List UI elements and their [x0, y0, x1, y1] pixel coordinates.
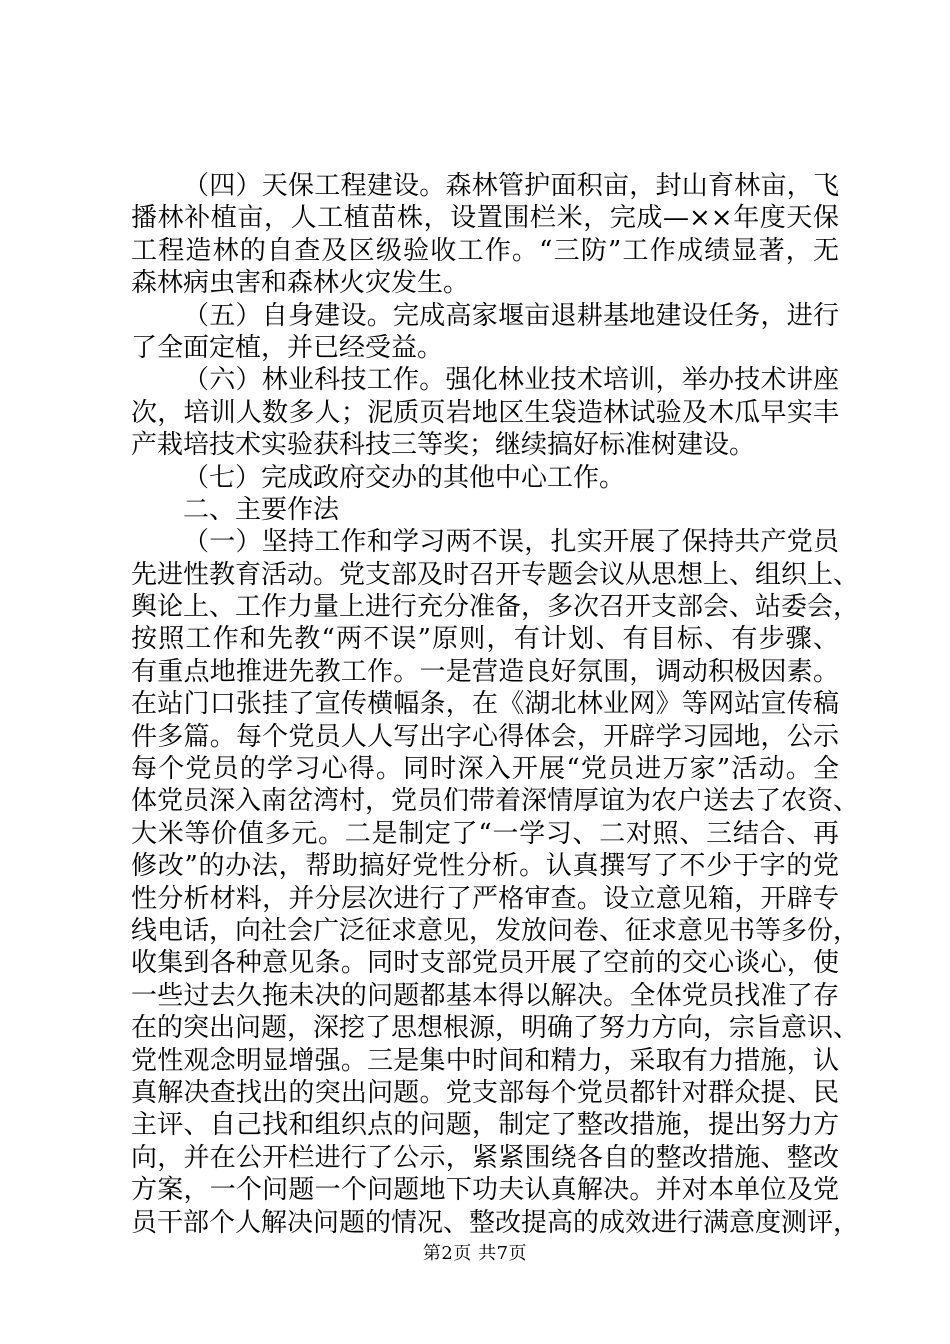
text-line: 件多篇。每个党员人人写出字心得体会，开辟学习园地，公示	[131, 721, 839, 752]
text-line: 方案，一个问题一个问题地下功夫认真解决。并对本单位及党	[131, 1175, 839, 1206]
text-line: （四）天保工程建设。森林管护面积亩，封山育林亩，飞	[183, 171, 839, 201]
text-line: 有重点地推进先教工作。一是营造良好氛围，调动积极因素。	[131, 656, 839, 687]
text-line: 次，培训人数多人；泥质页岩地区生袋造林试验及木瓜早实丰	[131, 397, 839, 428]
text-line: 先进性教育活动。党支部及时召开专题会议从思想上、组织上、	[131, 559, 860, 590]
paragraph	[131, 494, 839, 526]
text-line: 在站门口张挂了宣传横幅条，在《湖北林业网》等网站宣传稿	[131, 689, 839, 720]
text-line: 线电话，向社会广泛征求意见，发放问卷、征求意见书等多份，	[131, 915, 860, 946]
text-line: （七）完成政府交办的其他中心工作。	[183, 462, 626, 493]
text-line: 工程造林的自查及区级验收工作。“三防”工作成绩显著，无	[131, 235, 839, 266]
text-line: 在的突出问题，深挖了思想根源，明确了努力方向，宗旨意识、	[131, 1013, 860, 1044]
text-line: 森林病虫害和森林火灾发生。	[131, 268, 470, 299]
paragraph	[131, 170, 839, 300]
text-line: （六）林业科技工作。强化林业技术培训，举办技术讲座	[183, 365, 839, 396]
text-line: 收集到各种意见条。同时支部党员开展了空前的交心谈心，使	[131, 948, 839, 979]
document-body	[131, 170, 860, 1239]
text-line: 性分析材料，并分层次进行了严格审查。设立意见箱，开辟专	[131, 883, 839, 914]
text-line: 党性观念明显增强。三是集中时间和精力，采取有力措施，认	[131, 1045, 839, 1076]
text-line: 每个党员的学习心得。同时深入开展“党员进万家”活动。全	[131, 754, 839, 785]
text-line: 播林补植亩，人工植苗株，设置围栏米，完成—××年度天保	[131, 203, 839, 234]
text-line: 主评、自己找和组织点的问题，制定了整改措施，提出努力方	[131, 1110, 839, 1141]
text-line: 大米等价值多元。二是制定了“一学习、二对照、三结合、再	[131, 818, 839, 849]
page-footer: 第2页 共7页	[422, 1243, 528, 1264]
paragraph	[131, 300, 839, 365]
text-line: 修改”的办法，帮助搞好党性分析。认真撰写了不少于字的党	[131, 851, 839, 882]
text-line: 向，并在公开栏进行了公示，紧紧围绕各自的整改措施、整改	[131, 1142, 839, 1173]
paragraph	[131, 364, 839, 461]
text-line: （一）坚持工作和学习两不误，扎实开展了保持共产党员	[183, 527, 839, 558]
text-line: 二、主要作法	[183, 494, 340, 525]
text-line: 按照工作和先教“两不误”原则，有计划、有目标、有步骤、	[131, 624, 839, 655]
text-line: 体党员深入南岔湾村，党员们带着深情厚谊为农户送去了农资、	[131, 786, 860, 817]
text-line: 了全面定植，并已经受益。	[131, 332, 444, 363]
text-line: 真解决查找出的突出问题。党支部每个党员都针对群众提、民	[131, 1077, 839, 1108]
text-line: （五）自身建设。完成高家堰亩退耕基地建设任务，进行	[183, 300, 839, 331]
paragraph	[131, 526, 860, 1239]
text-line: 员干部个人解决问题的情况、整改提高的成效进行满意度测评，	[131, 1207, 860, 1238]
text-line: 一些过去久拖未决的问题都基本得以解决。全体党员找准了存	[131, 980, 839, 1011]
paragraph	[131, 462, 839, 494]
text-line: 产栽培技术实验获科技三等奖；继续搞好标准树建设。	[131, 430, 756, 461]
text-line: 舆论上、工作力量上进行充分准备，多次召开支部会、站委会，	[131, 592, 860, 623]
